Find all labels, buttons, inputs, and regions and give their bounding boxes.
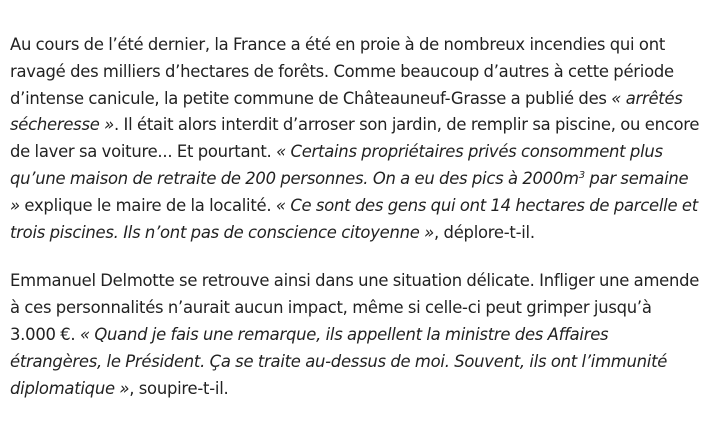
superscript: 3 [578,169,585,181]
article-body [10,32,700,402]
text-run: Au cours de l’été dernier, la France a été en proie à de nombreux incendies qui ont ravagé des milliers d’hectares de forêts. Comme beaucoup d’autres à cette période d’intense canicule, la petite commune de Châteauneuf-Grasse a publié des [10,35,674,108]
text-run: , déplore-t-il. [434,222,535,242]
quote-text: « Certains propriétaires privés consomment plus qu’une maison de retraite de 200 personnes. On a eu des pics à 2000m [10,142,663,188]
text-run: explique le maire de la localité. [19,195,276,215]
paragraph-2 [10,268,700,402]
paragraph-1 [10,32,700,246]
quote: « arrêtés sécheresse » [10,88,683,135]
text-run: . Il était alors interdit d’arroser son jardin, de remplir sa piscine, ou encore de laver sa voiture... Et pourtant. [10,115,700,162]
text-run: Emmanuel Delmotte se retrouve ainsi dans une situation délicate. Infliger une amende à ces personnalités n’aurait aucun impact, même si celle-ci peut grimper jusqu’à 3.000 €. [10,271,700,344]
text-run: , soupire-t-il. [129,378,229,398]
quote: « Quand je fais une remarque, ils appellent la ministre des Affaires étrangères, le Président. Ça se traite au-dessus de moi. Souvent, ils ont l’immunité diplomatique » [10,324,668,398]
quote-text: par semaine » [10,168,689,215]
quote: « Ce sont des gens qui ont 14 hectares de parcelle et trois piscines. Ils n’ont pas de conscience citoyenne » [10,195,698,242]
